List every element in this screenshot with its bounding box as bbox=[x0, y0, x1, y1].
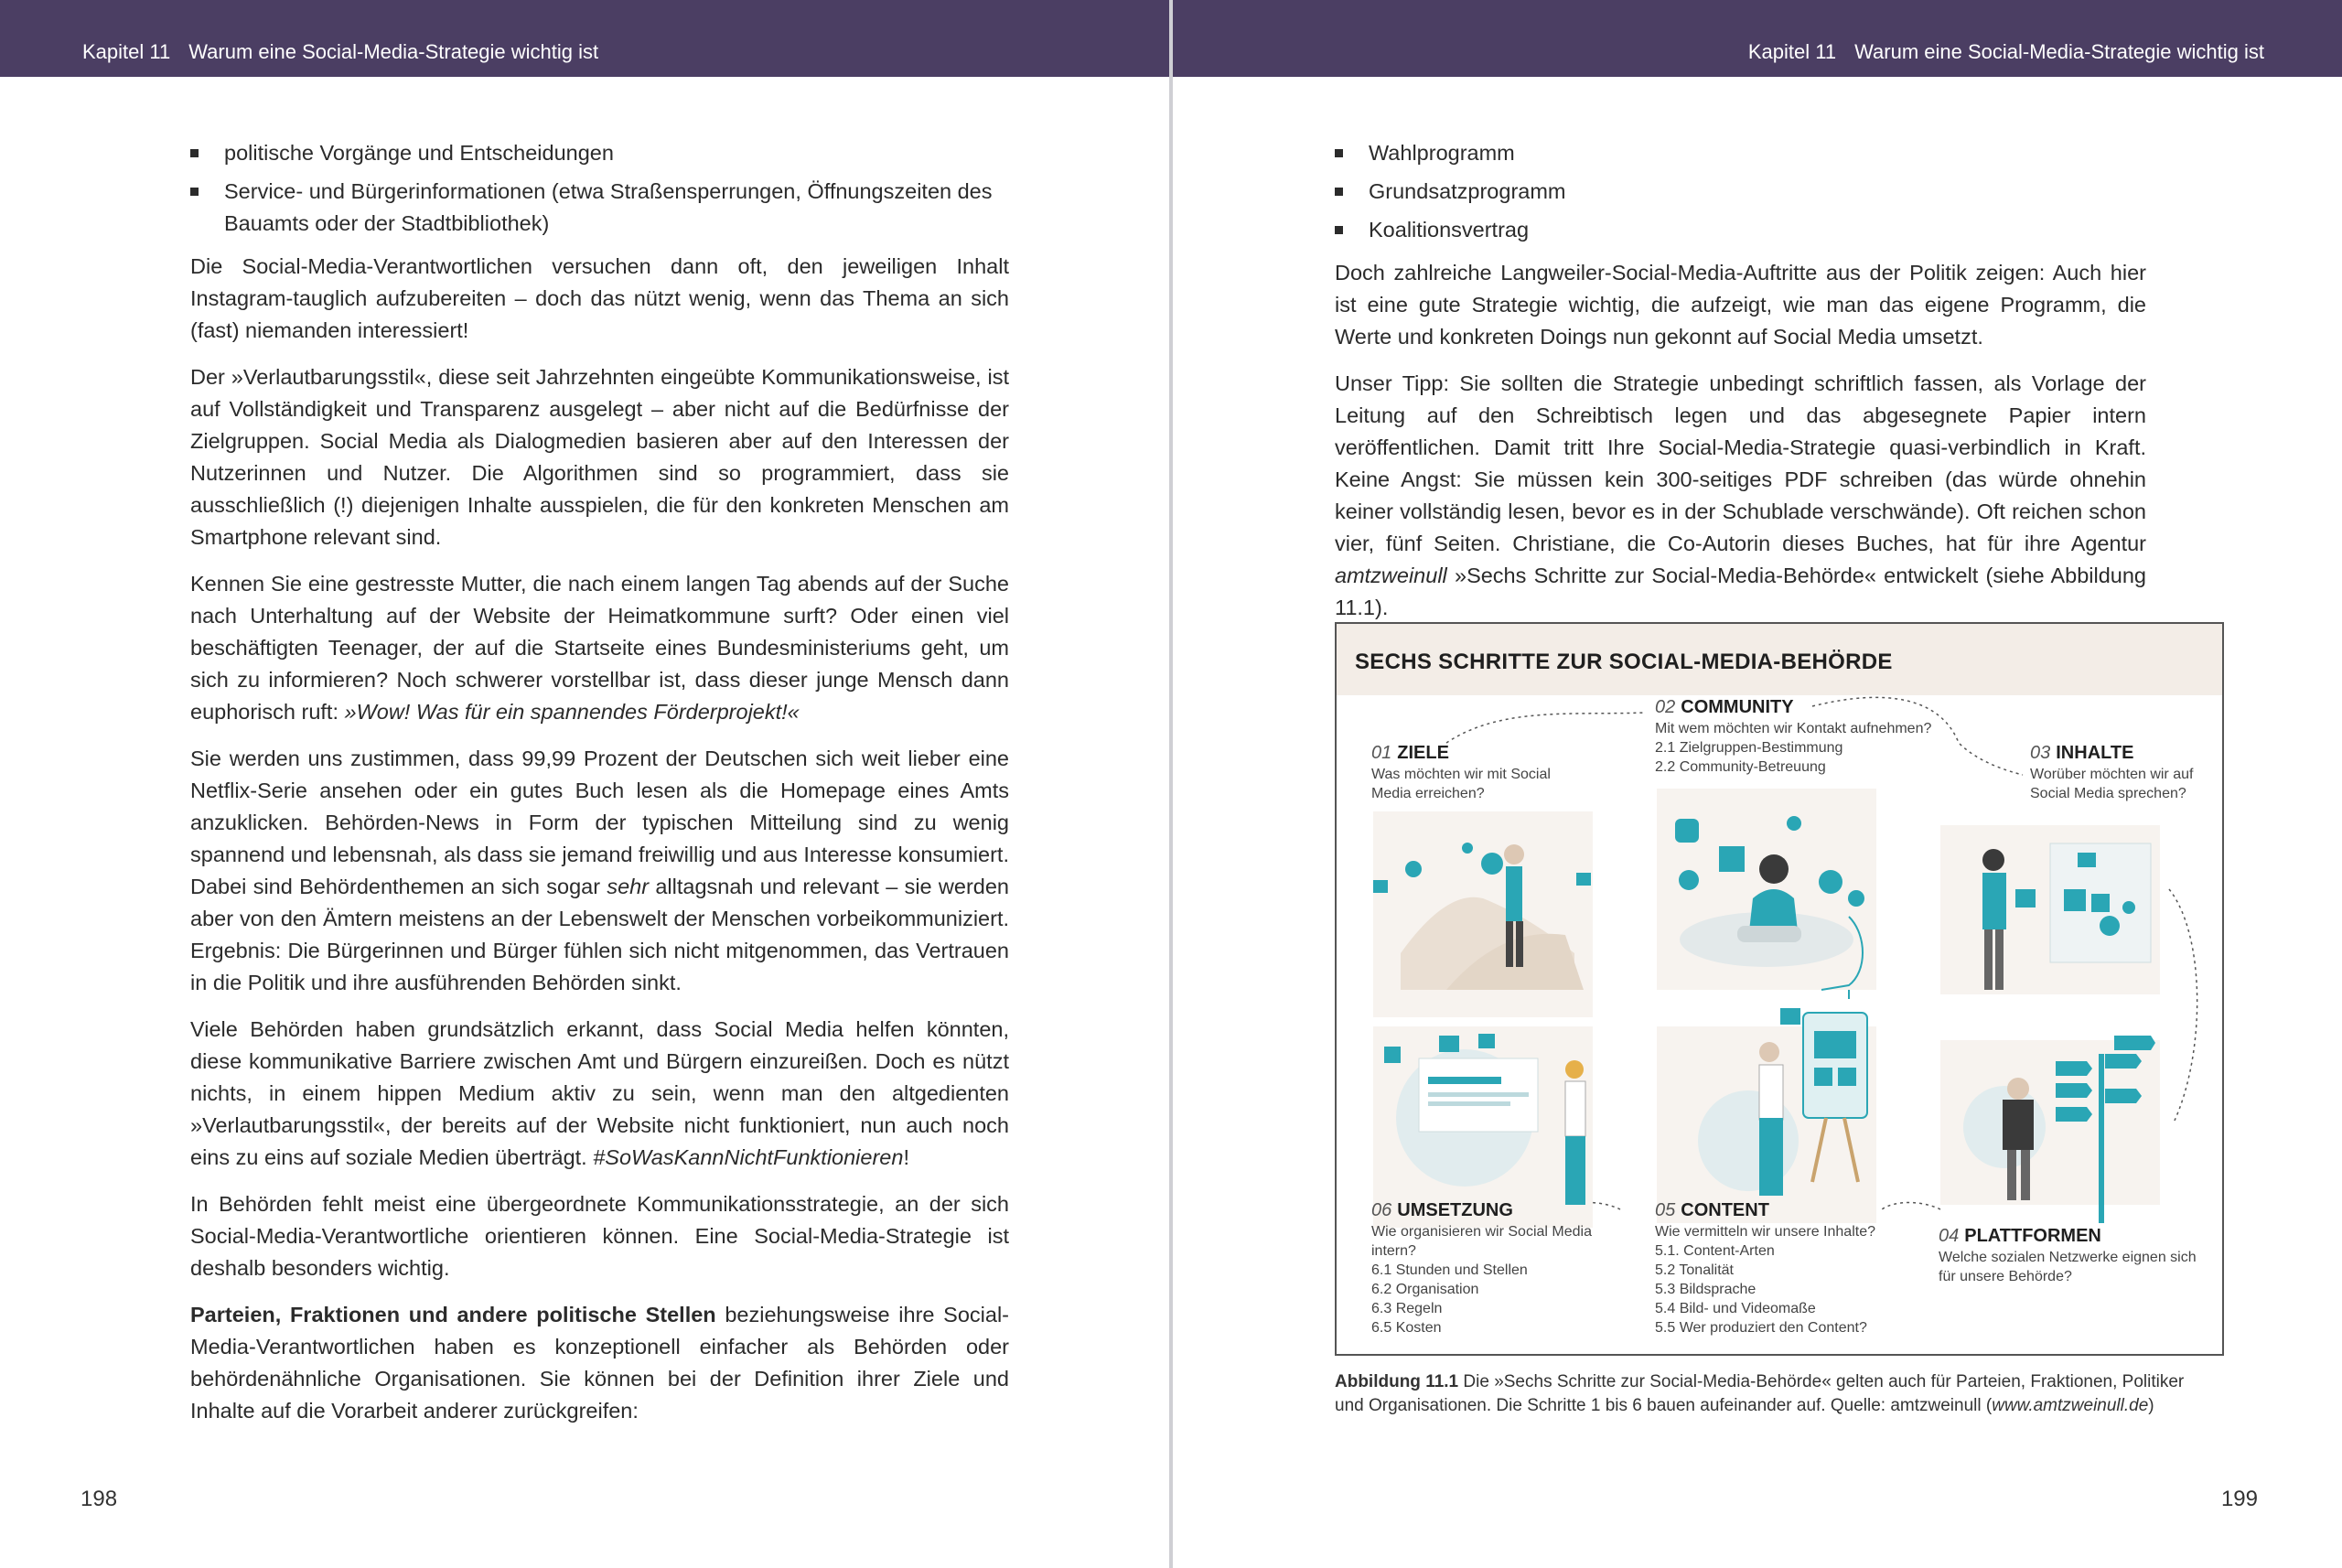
running-header-right bbox=[1173, 0, 2342, 77]
caption-text: Die »Sechs Schritte zur Social-Media-Behörde« gelten auch für Parteien, Fraktionen, Politiker und Organisationen. Die Schritte 1 bis 6 bauen aufeinander auf. Quelle: amtzweinull ( bbox=[1335, 1372, 2185, 1415]
bullet-list bbox=[190, 137, 1009, 240]
step-description: Wie vermitteln wir unsere Inhalte? bbox=[1655, 1224, 1875, 1240]
step-number: 03 bbox=[2030, 743, 2051, 763]
chapter-title: Warum eine Social-Media-Strategie wichtig ist bbox=[1854, 40, 2264, 63]
step-number: 01 bbox=[1371, 743, 1392, 763]
bullet-list bbox=[1335, 137, 2146, 246]
step-description: Was möchten wir mit Social Media erreichen? bbox=[1371, 767, 1551, 801]
paragraph bbox=[190, 743, 1009, 999]
list-item: Grundsatzprogramm bbox=[1335, 176, 2146, 208]
running-header-left bbox=[0, 0, 1169, 77]
step-06-umsetzung bbox=[1371, 1198, 1628, 1337]
caption-label: Abbildung 11.1 bbox=[1335, 1372, 1459, 1391]
list-item: politische Vorgänge und Entscheidungen bbox=[190, 137, 1009, 169]
step-number: 02 bbox=[1655, 697, 1676, 717]
paragraph: Doch zahlreiche Langweiler-Social-Media-Auftritte aus der Politik zeigen: Auch hier ist eine gute Strategie wichtig, die aufzeigt, wie man das eigene Programm, die Werte und konkreten Doings nun gekonnt auf Social Media umsetzt. bbox=[1335, 261, 2146, 349]
step-01-ziele bbox=[1371, 741, 1573, 803]
quote-emphasis: »Wow! Was für ein spannendes Förderprojekt!« bbox=[344, 700, 800, 724]
step-name: INHALTE bbox=[2056, 743, 2134, 763]
step-subitem: 5.3 Bildsprache bbox=[1655, 1282, 1756, 1297]
chapter-label: Kapitel 11 bbox=[82, 40, 171, 63]
step-description: Wie organisieren wir Social Media intern? bbox=[1371, 1224, 1592, 1259]
step-subitem: 2.2 Community-Betreuung bbox=[1655, 759, 1826, 775]
step-number: 05 bbox=[1655, 1200, 1676, 1220]
step-name: ZIELE bbox=[1397, 743, 1449, 763]
step-name: CONTENT bbox=[1681, 1200, 1769, 1220]
paragraph bbox=[190, 1299, 1009, 1427]
step-subitem: 5.1. Content-Arten bbox=[1655, 1243, 1775, 1259]
emphasis: sehr bbox=[607, 875, 650, 898]
left-body-text bbox=[190, 137, 1009, 1442]
paragraph-text: Unser Tipp: Sie sollten die Strategie unbedingt schriftlich fassen, als Vorlage der Leitung auf den Schreibtisch legen und das abgesegnete Papier intern veröffentlichen. Damit tritt Ihre Social-Media-Strategie quasi-verbindlich in Kraft. Keine Angst: Sie müssen kein 300-seitiges PDF schreiben (das würde ohnehin keiner vollständig lesen, bevor es in der Schublade verschwände). Oft reichen schon vier, fünf Seiten. Christiane, die Co-Autorin dieses Buches, hat für ihre Agentur bbox=[1335, 371, 2146, 555]
chapter-title: Warum eine Social-Media-Strategie wichtig ist bbox=[188, 40, 599, 63]
step-05-content bbox=[1655, 1198, 1920, 1337]
step-name: PLATTFORMEN bbox=[1964, 1226, 2101, 1246]
step-04-plattformen bbox=[1939, 1224, 2204, 1286]
step-subitem: 6.1 Stunden und Stellen bbox=[1371, 1262, 1528, 1278]
step-subitem: 5.2 Tonalität bbox=[1655, 1262, 1734, 1278]
step-description: Mit wem möchten wir Kontakt aufnehmen? bbox=[1655, 721, 1932, 736]
page-number: 199 bbox=[2220, 1487, 2258, 1511]
paragraph bbox=[1335, 368, 2146, 624]
figure-six-steps bbox=[1335, 622, 2224, 1356]
step-subitem: 6.5 Kosten bbox=[1371, 1320, 1442, 1336]
paragraph: Die Social-Media-Verantwortlichen versuchen dann oft, den jeweiligen Inhalt Instagram-tauglich aufzubereiten – doch das nützt wenig, wenn das Thema an sich (fast) niemanden interessiert! bbox=[190, 254, 1009, 342]
page-number: 198 bbox=[81, 1487, 118, 1511]
step-subitem: 6.2 Organisation bbox=[1371, 1282, 1479, 1297]
step-03-inhalte bbox=[2030, 741, 2218, 803]
step-subitem: 5.5 Wer produziert den Content? bbox=[1655, 1320, 1867, 1336]
step-02-community bbox=[1655, 695, 1984, 777]
caption-text: ) bbox=[2148, 1396, 2154, 1415]
step-name: COMMUNITY bbox=[1681, 697, 1794, 717]
right-page bbox=[1173, 0, 2342, 1568]
paragraph: In Behörden fehlt meist eine übergeordnete Kommunikationsstrategie, an der sich Social-Media-Verantwortliche orientieren können. Eine Social-Media-Strategie ist deshalb besonders wichtig. bbox=[190, 1192, 1009, 1280]
paragraph-text: ! bbox=[903, 1145, 909, 1169]
step-name: UMSETZUNG bbox=[1397, 1200, 1513, 1220]
step-description: Worüber möchten wir auf Social Media sprechen? bbox=[2030, 767, 2194, 801]
paragraph-text: beziehungsweise ihre Social-Media-Verantwortlichen haben es konzeptionell einfacher als Behörden oder behördenähnliche Organisationen. Sie können bei der Definition ihrer Ziele und Inhalte auf die Vorarbeit anderer zurückgreifen: bbox=[190, 1303, 1009, 1423]
agency-name: amtzweinull bbox=[1335, 564, 1447, 587]
hashtag: #SoWasKannNichtFunktionieren bbox=[593, 1145, 904, 1169]
bold-lead: Parteien, Fraktionen und andere politische Stellen bbox=[190, 1303, 716, 1326]
right-body-text bbox=[1335, 137, 2146, 639]
paragraph bbox=[190, 568, 1009, 728]
step-subitem: 2.1 Zielgruppen-Bestimmung bbox=[1655, 740, 1843, 756]
list-item: Wahlprogramm bbox=[1335, 137, 2146, 169]
figure-title: SECHS SCHRITTE ZUR SOCIAL-MEDIA-BEHÖRDE bbox=[1355, 650, 1893, 674]
paragraph-text: »Sechs Schritte zur Social-Media-Behörde« entwickelt (siehe Abbildung 11.1). bbox=[1335, 564, 2146, 619]
paragraph-text: Sie werden uns zustimmen, dass 99,99 Prozent der Deutschen sich weit lieber eine Netflix-Serie ansehen oder ein gutes Buch lesen als die Homepage eines Amts anzuklicken. Behörden-News in Form der typischen Mitteilung sind zu wenig spannend und lebensnah, als dass sie jemand freiwillig und aus Interesse konsumiert. Dabei sind Behördenthemen an sich sogar bbox=[190, 746, 1009, 898]
step-subitem: 5.4 Bild- und Videomaße bbox=[1655, 1301, 1816, 1316]
figure-caption bbox=[1335, 1370, 2195, 1418]
paragraph bbox=[190, 1014, 1009, 1174]
paragraph: Der »Verlautbarungsstil«, diese seit Jahrzehnten eingeübte Kommunikationsweise, ist auf Vollständigkeit und Transparenz ausgelegt – aber nicht auf die Bedürfnisse der Zielgruppen. Social Media als Dialogmedien basieren aber auf den Interessen der Nutzerinnen und Nutzer. Die Algorithmen sind so programmiert, dass sie ausschließlich (!) diejenigen Inhalte ausspielen, die für den konkreten Menschen am Smartphone relevant sind. bbox=[190, 365, 1009, 549]
step-subitem: 6.3 Regeln bbox=[1371, 1301, 1443, 1316]
list-item: Koalitionsvertrag bbox=[1335, 214, 2146, 246]
paragraph-text: Viele Behörden haben grundsätzlich erkannt, dass Social Media helfen könnten, diese kommunikative Barriere zwischen Amt und Bürgern einzureißen. Doch es nützt nichts, in einem hippen Medium aktiv zu sein, wenn man den altgedienten »Verlautbarungsstil«, der bereits auf der Website nicht funktioniert, nun auch noch eins zu eins auf soziale Medien überträgt. bbox=[190, 1017, 1009, 1169]
chapter-label: Kapitel 11 bbox=[1747, 40, 1837, 63]
caption-url: www.amtzweinull.de bbox=[1992, 1396, 2149, 1415]
paragraph-text: Kennen Sie eine gestresste Mutter, die nach einem langen Tag abends auf der Suche nach Unterhaltung auf der Website der Heimatkommune surft? Oder einen viel beschäftigten Teenager, der auf die Startseite eines Bundesministeriums geht, um sich zu informieren? Noch schwerer vorstellbar ist, dass dieser junge Mensch dann euphorisch ruft: bbox=[190, 572, 1009, 724]
list-item: Service- und Bürgerinformationen (etwa Straßensperrungen, Öffnungszeiten des Bauamts oder der Stadtbibliothek) bbox=[190, 176, 1009, 240]
step-number: 04 bbox=[1939, 1226, 1960, 1246]
paragraph-text: alltagsnah und relevant – sie werden aber von den Ämtern meistens an der Lebenswelt der Menschen vorbeikommuniziert. Ergebnis: Die Bürgerinnen und Bürger fühlen sich nicht mitgenommen, das Vertrauen in die Politik und ihre ausführenden Behörden sinkt. bbox=[190, 875, 1010, 994]
step-number: 06 bbox=[1371, 1200, 1392, 1220]
step-description: Welche sozialen Netzwerke eignen sich für unsere Behörde? bbox=[1939, 1250, 2197, 1284]
left-page bbox=[0, 0, 1169, 1568]
